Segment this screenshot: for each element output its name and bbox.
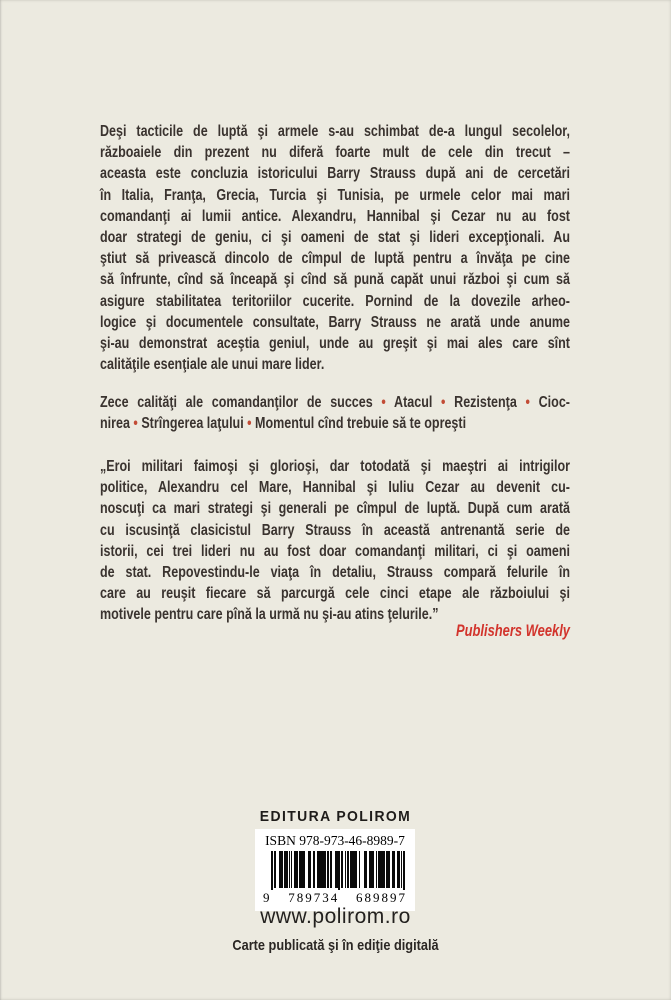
red-bullet: • [381, 394, 386, 411]
red-bullet: • [247, 415, 252, 433]
text-line: în Italia, Franţa, Grecia, Turcia şi Tunisia, pe urmele celor mai mari [100, 186, 570, 204]
text-line: doar strategi de geniu, ci şi oameni de stat şi lideri excepţionali. Au [100, 228, 570, 246]
text-line: noscuţi ca mari strategi şi generali pe cîmpul de luptă. După cum arată [100, 500, 570, 518]
text-line: politice, Alexandru cel Mare, Hannibal şi Iuliu Cezar au devenit cu- [100, 479, 570, 497]
review-quote [100, 456, 570, 626]
review-attribution: Publishers Weekly [455, 622, 570, 640]
text-line: „Eroi militari faimoşi şi glorioşi, dar totodată şi maeştri ai intrigilor [100, 458, 570, 475]
barcode-digits [262, 890, 408, 906]
text-line: logice şi documentele consultate, Barry Strauss ne arată unde anume [100, 313, 570, 331]
text-line: nirea • Strîngerea laţului • Momentul cînd trebuie să te opreşti [100, 415, 467, 433]
barcode-digit-group2: 689897 [356, 890, 407, 905]
text-line: şi-au demonstrat aceştia geniul, unde au greşit şi mai ales care sînt [100, 334, 570, 352]
text-line: Deşi tacticile de luptă şi armele s-au schimbat de-a lungul secolelor, [100, 123, 570, 140]
text-line: asigure stabilitatea teritoriilor cucerite. Pornind de la dovezile arheo- [100, 292, 570, 310]
text-line: aceasta este concluzia istoricului Barry Strauss după ani de cercetări [100, 165, 570, 183]
red-bullet: • [525, 394, 530, 411]
red-bullet: • [441, 394, 446, 411]
text-line: ştiut să privească dincolo de cîmpul de luptă pentru a învăţa pe cine [100, 250, 570, 268]
publisher-name: EDITURA POLIROM [259, 808, 412, 825]
text-line: cu iscusinţă clasicistul Barry Strauss în această antrenantă serie de [100, 521, 570, 539]
text-line: comandanţi ai lumii antice. Alexandru, Hannibal şi Cezar nu au fost [100, 207, 570, 225]
barcode-digit-group1: 789734 [288, 890, 340, 905]
text-line: de stat. Repovestindu-le viaţa în detaliu, Strauss compară felurile în [100, 563, 570, 581]
text-line: motivele pentru care pînă la urmă nu şi-au atins ţelurile.” [100, 606, 439, 624]
text-line: războaiele din prezent nu diferă foarte mult de cele din trecut – [100, 144, 570, 162]
digital-edition-note: Carte publicată şi în ediţie digitală [232, 937, 439, 954]
barcode-block [255, 829, 415, 911]
barcode-digit-lead: 9 [263, 890, 272, 905]
text-line: care au reuşit fiecare să parcurgă cele cinci etape ale războiului şi [100, 585, 570, 603]
website-url: www.polirom.ro [260, 905, 411, 928]
qualities-list [100, 392, 570, 434]
text-line: să înfrunte, cînd să înceapă şi cînd să pună capăt unui război şi cum să [100, 271, 570, 289]
barcode [262, 851, 408, 907]
synopsis-paragraph [100, 121, 570, 375]
text-line: istorii, cei trei lideri nu au fost doar comandanţi militari, ci şi oameni [100, 542, 570, 560]
text-line: calităţile esenţiale ale unui mare lider. [100, 356, 325, 374]
text-line: Zece calităţi ale comandanţilor de succes • Atacul • Rezistenţa • Cioc- [100, 394, 570, 411]
red-bullet: • [133, 415, 138, 433]
isbn-text: ISBN 978-973-46-8989-7 [265, 833, 405, 848]
